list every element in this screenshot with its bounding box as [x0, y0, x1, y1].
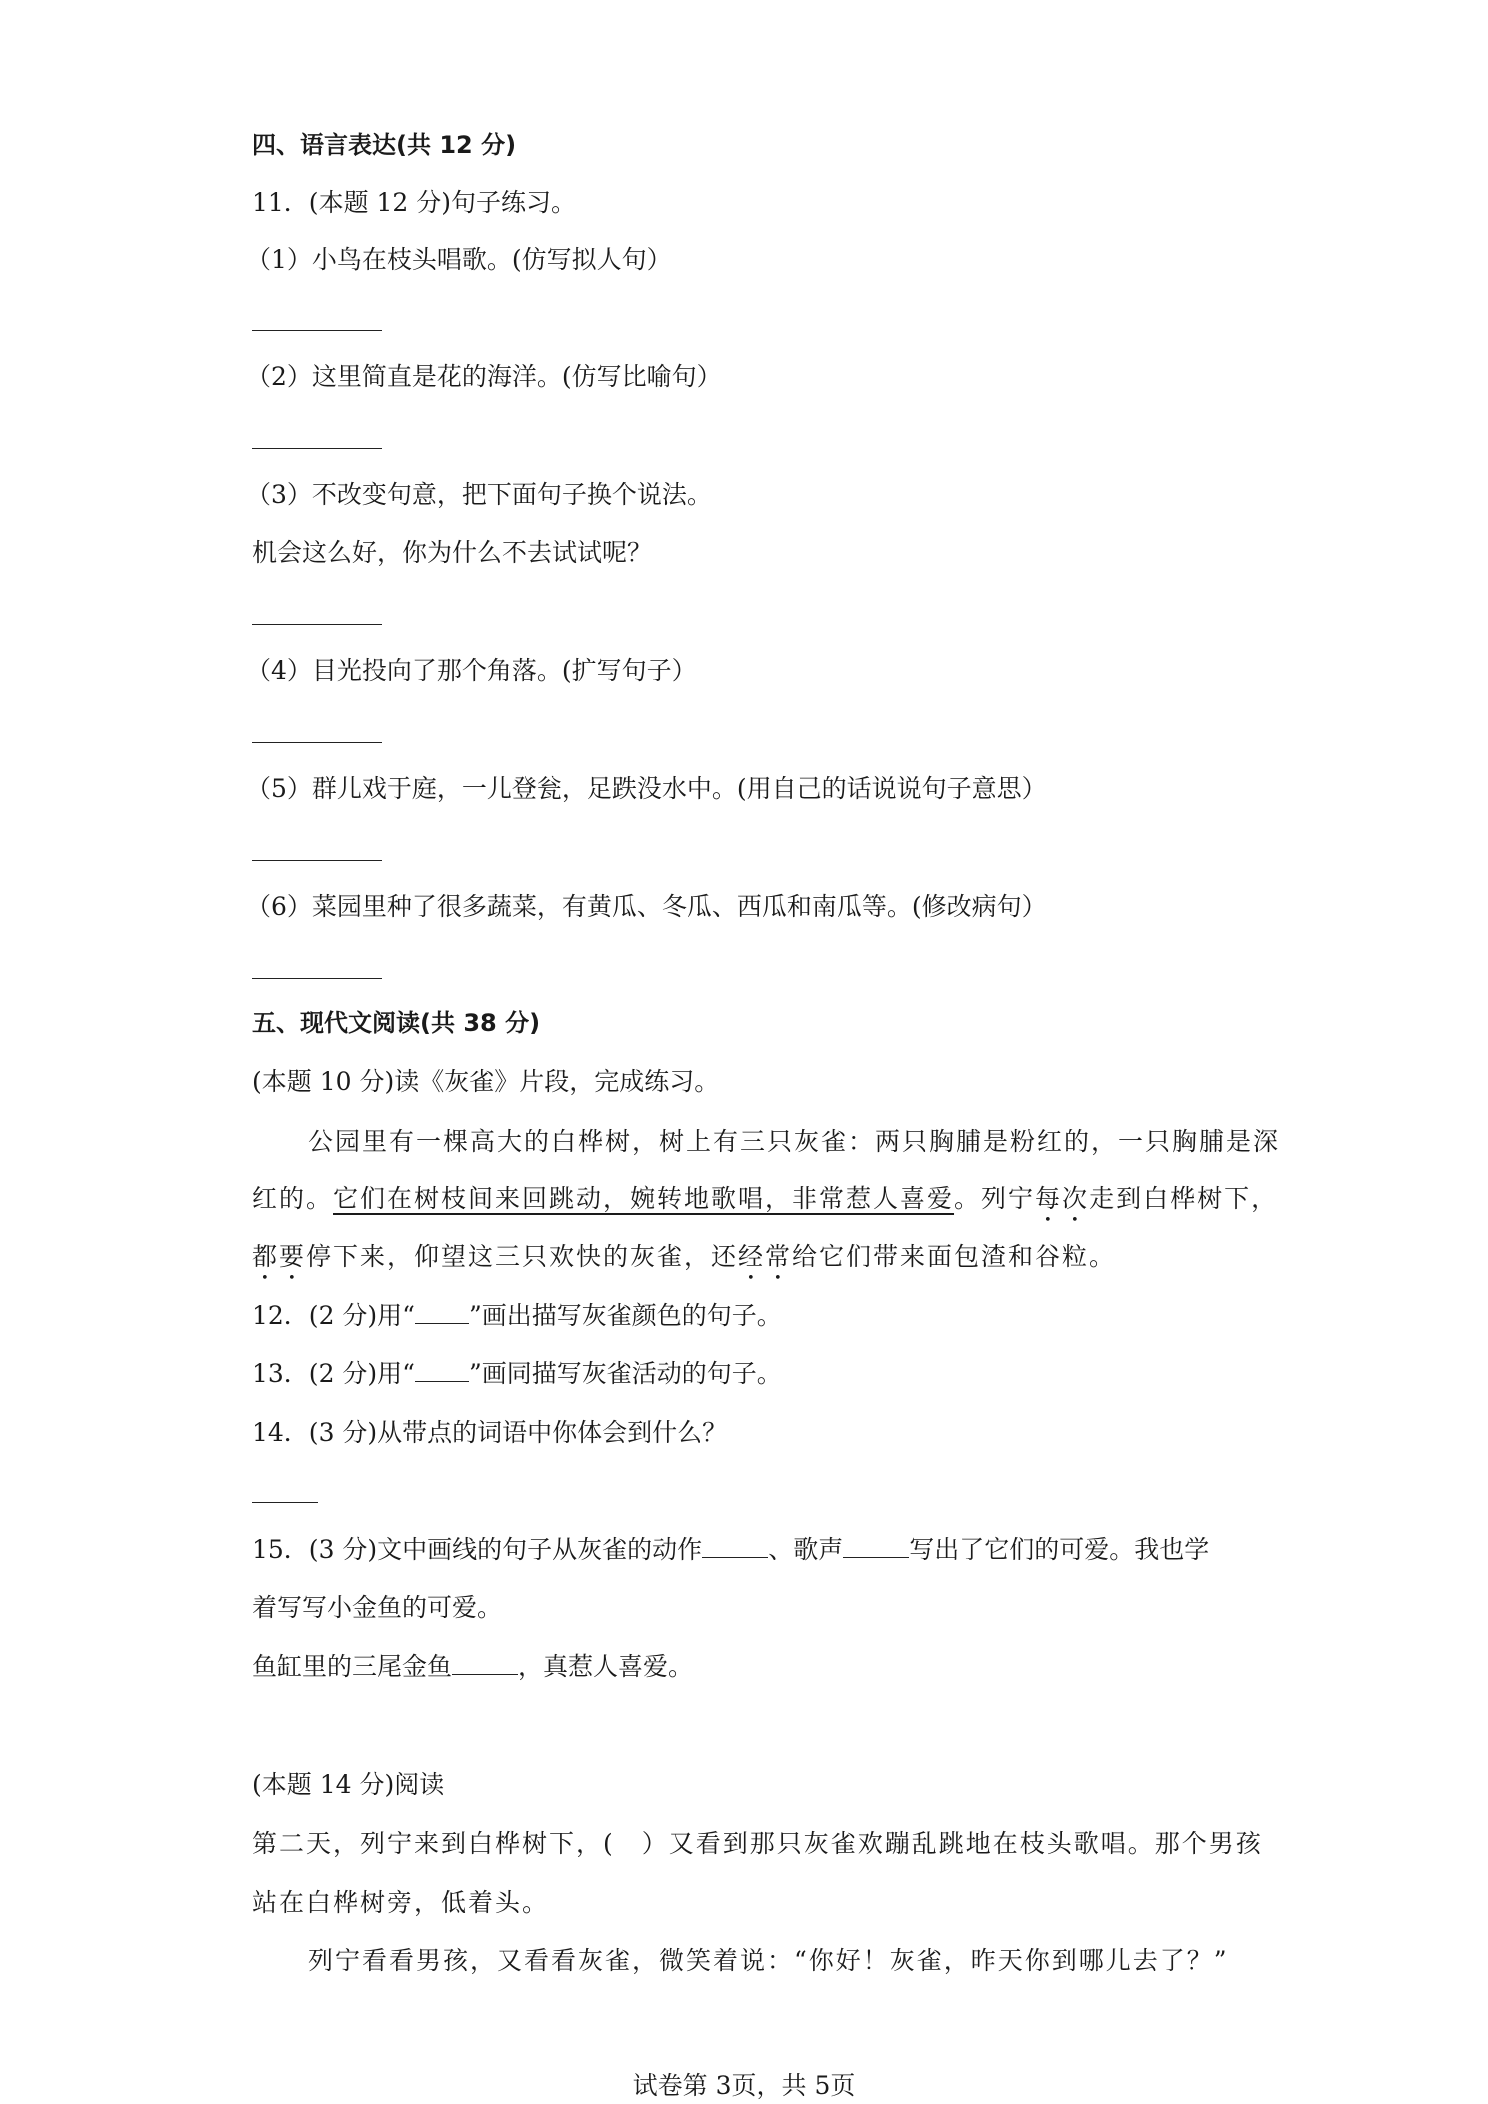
- item-3: （3）不改变句意，把下面句子换个说法。: [246, 480, 712, 509]
- passage-1-line-2: 红的。它们在树枝间来回跳动，婉转地歌唱，非常惹人喜爱。列宁每次走到白桦树下，: [252, 1184, 1279, 1213]
- section-5-title: 五、现代文阅读(共 38 分): [252, 1009, 541, 1037]
- item-6: （6）菜园里种了很多蔬菜，有黄瓜、冬瓜、西瓜和南瓜等。(修改病句）: [246, 892, 1047, 921]
- question-11: 11．(本题 12 分)句子练习。: [252, 188, 577, 217]
- line-symbol: [415, 1359, 469, 1382]
- passage-1-line-3: 都要停下来，仰望这三只欢快的灰雀，还经常给它们带来面包渣和谷粒。: [252, 1242, 1117, 1271]
- dotted-word-jingchang: 经常: [738, 1242, 793, 1271]
- question-15-line-3: 鱼缸里的三尾金鱼 ，真惹人喜爱。: [252, 1652, 694, 1681]
- answer-line-14[interactable]: [252, 1502, 318, 1503]
- passage-2-line-3: 列宁看看男孩，又看看灰雀，微笑着说：“你好！灰雀，昨天你到哪儿去了？”: [308, 1946, 1229, 1975]
- item-1: （1）小鸟在枝头唱歌。(仿写拟人句）: [246, 245, 672, 274]
- question-14: 14．(3 分)从带点的词语中你体会到什么？: [252, 1418, 728, 1447]
- item-3-sentence: 机会这么好，你为什么不去试试呢？: [252, 538, 653, 567]
- section-4-title: 四、语言表达(共 12 分): [252, 131, 517, 159]
- answer-line-3[interactable]: [252, 624, 382, 625]
- question-15-line-2: 着写写小金鱼的可爱。: [252, 1593, 503, 1622]
- reading-1-intro: (本题 10 分)读《灰雀》片段，完成练习。: [252, 1067, 720, 1096]
- passage-1-line-1: 公园里有一棵高大的白桦树，树上有三只灰雀：两只胸脯是粉红的，一只胸脯是深: [308, 1127, 1281, 1156]
- answer-line-6[interactable]: [252, 978, 382, 979]
- page-footer: 试卷第 3页，共 5页: [632, 2071, 856, 2100]
- answer-line-1[interactable]: [252, 330, 382, 331]
- answer-line-5[interactable]: [252, 860, 382, 861]
- item-4: （4）目光投向了那个角落。(扩写句子）: [246, 656, 697, 685]
- reading-2-intro: (本题 14 分)阅读: [252, 1770, 445, 1799]
- item-5: （5）群儿戏于庭，一儿登瓮，足跌没水中。(用自己的话说说句子意思）: [246, 774, 1047, 803]
- question-15-line-1: 15．(3 分)文中画线的句子从灰雀的动作 、歌声 写出了它们的可爱。我也学: [252, 1535, 1210, 1564]
- passage-2-line-2: 站在白桦树旁，低着头。: [252, 1888, 550, 1917]
- dotted-word-meici: 每次: [1035, 1184, 1090, 1213]
- answer-blank[interactable]: [702, 1535, 768, 1558]
- answer-line-4[interactable]: [252, 742, 382, 743]
- answer-blank[interactable]: [843, 1535, 909, 1558]
- underlined-sentence: 它们在树枝间来回跳动，婉转地歌唱，非常惹人喜爱: [333, 1184, 955, 1213]
- line-symbol: [415, 1301, 469, 1324]
- question-13: 13．(2 分)用“ ”画同描写灰雀活动的句子。: [252, 1359, 782, 1388]
- dotted-word-douyao: 都要: [252, 1242, 307, 1271]
- question-12: 12．(2 分)用“ ”画出描写灰雀颜色的句子。: [252, 1301, 782, 1330]
- answer-line-2[interactable]: [252, 448, 382, 449]
- answer-blank[interactable]: [452, 1652, 518, 1675]
- item-2: （2）这里简直是花的海洋。(仿写比喻句）: [246, 362, 722, 391]
- passage-2-line-1: 第二天，列宁来到白桦树下，( ）又看到那只灰雀欢蹦乱跳地在枝头歌唱。那个男孩: [252, 1829, 1263, 1858]
